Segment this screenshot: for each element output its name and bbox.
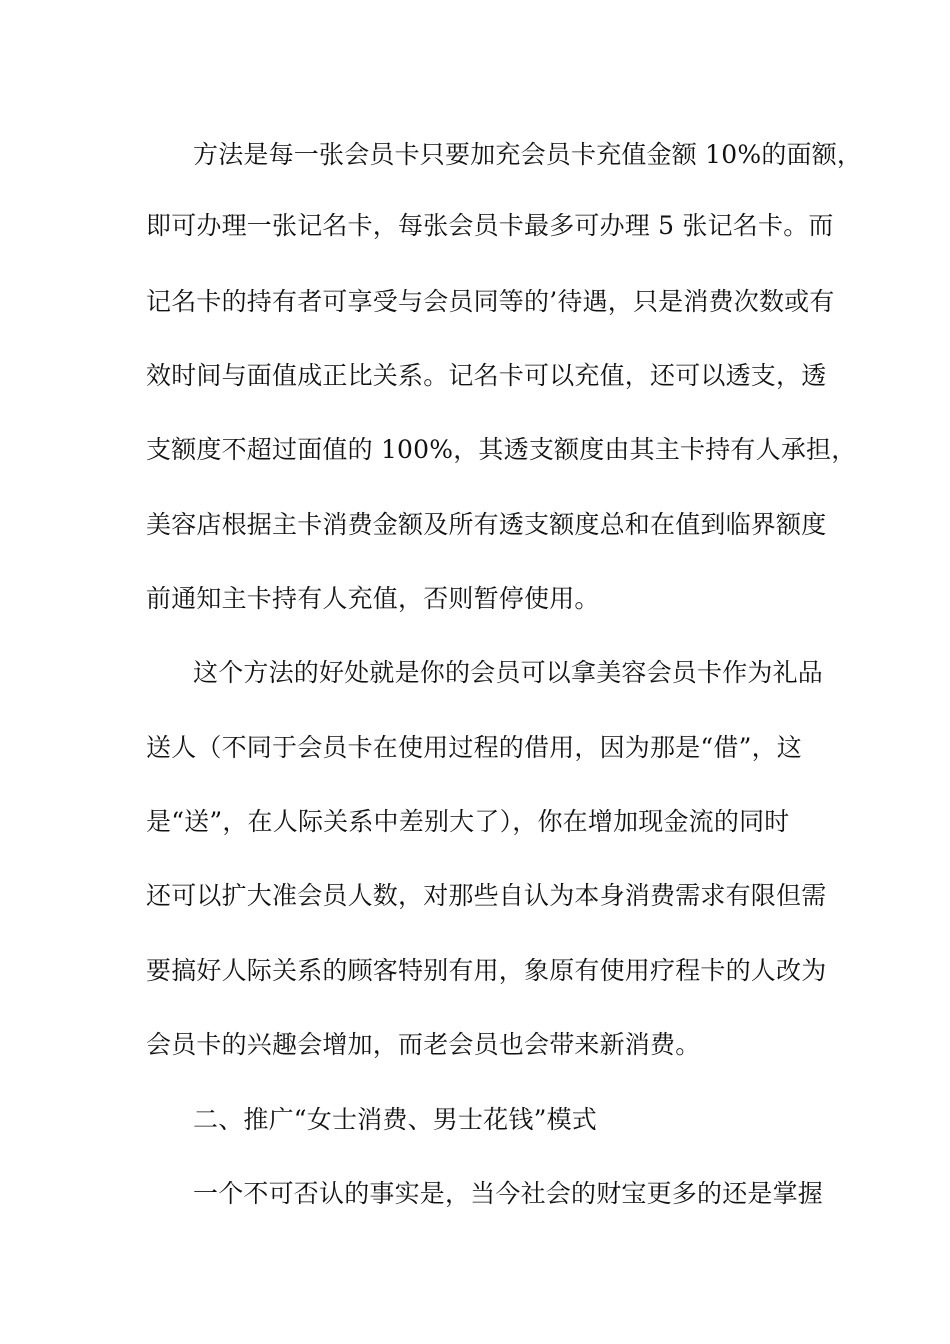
text-line: 要搞好人际关系的顾客特别有用，象原有使用疗程卡的人改为 — [146, 956, 827, 985]
text-line: 是“送”，在人际关系中差别大了），你在增加现金流的同时 — [146, 807, 790, 836]
text-line: 还可以扩大准会员人数，对那些自认为本身消费需求有限但需 — [146, 881, 827, 910]
text-line: 送人（不同于会员卡在使用过程的借用，因为那是“借”，这 — [146, 733, 802, 762]
text-line: 即可办理一张记名卡，每张会员卡最多可办理 5 张记名卡。而 — [146, 211, 834, 240]
text-line: 支额度不超过面值的 100%，其透支额度由其主卡持有人承担， — [146, 435, 857, 464]
text-line: 前通知主卡持有人充值，否则暂停使用。 — [146, 584, 600, 613]
text-line: 这个方法的好处就是你的会员可以拿美容会员卡作为礼品 — [193, 658, 824, 687]
text-line: 美容店根据主卡消费金额及所有透支额度总和在值到临界额度 — [146, 510, 827, 539]
section-heading-text: 二、推广“女士消费、男士花钱”模式 — [193, 1105, 597, 1134]
text-line: 一个不可否认的事实是，当今社会的财宝更多的还是掌握 — [193, 1179, 824, 1208]
text-line: 会员卡的兴趣会增加，而老会员也会带来新消费。 — [146, 1030, 701, 1059]
text-line: 方法是每一张会员卡只要加充会员卡充值金额 10%的面额， — [193, 140, 863, 169]
text-line: 效时间与面值成正比关系。记名卡可以充值，还可以透支，透 — [146, 361, 827, 390]
text-line: 记名卡的持有者可享受与会员同等的’待遇，只是消费次数或有 — [146, 287, 835, 316]
